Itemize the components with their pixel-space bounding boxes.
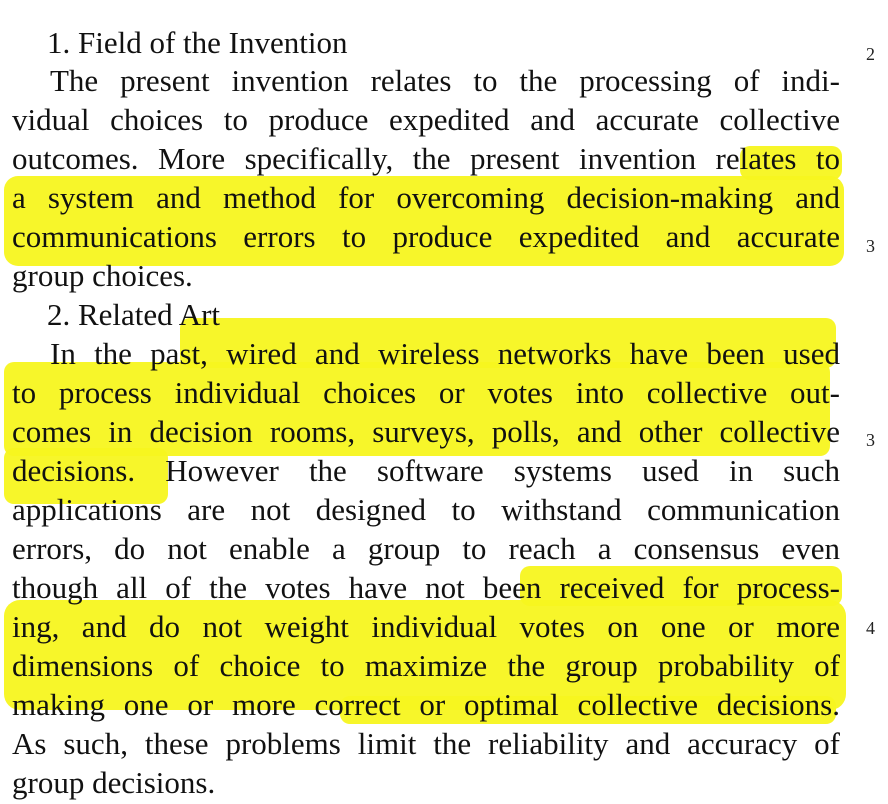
section-heading-related-art: 2. Related Art xyxy=(47,297,221,332)
margin-line-number: 2 xyxy=(866,44,875,64)
paragraph-line: decisions. However the software systems used in such xyxy=(12,453,840,488)
paragraph-line: dimensions of choice to maximize the group probability of xyxy=(12,648,840,683)
paragraph-line: a system and method for overcoming decision-making and xyxy=(12,180,840,215)
margin-line-number: 3 xyxy=(866,236,875,256)
paragraph-line: to process individual choices or votes into collective out- xyxy=(12,375,840,410)
paragraph-line: group choices. xyxy=(12,258,193,293)
paragraph-line: ing, and do not weight individual votes on one or more xyxy=(12,609,840,644)
paragraph-line: outcomes. More specifically, the present invention relates to xyxy=(12,141,840,176)
paragraph-line: vidual choices to produce expedited and accurate collective xyxy=(12,102,840,137)
paragraph-line: errors, do not enable a group to reach a consensus even xyxy=(12,531,840,566)
paragraph-line: comes in decision rooms, surveys, polls, and other collective xyxy=(12,414,840,449)
paragraph-line: In the past, wired and wireless networks have been used xyxy=(50,336,840,371)
paragraph-line: though all of the votes have not been received for process- xyxy=(12,570,840,605)
margin-line-number: 3 xyxy=(866,430,875,450)
paragraph-line: applications are not designed to withstand communication xyxy=(12,492,840,527)
paragraph-line: communications errors to produce expedited and accurate xyxy=(12,219,840,254)
paragraph-line: group decisions. xyxy=(12,765,216,800)
paragraph-line: As such, these problems limit the reliability and accuracy of xyxy=(12,726,840,761)
section-heading-field: 1. Field of the Invention xyxy=(47,25,348,60)
paragraph-line: The present invention relates to the processing of indi- xyxy=(50,63,840,98)
paragraph-line: making one or more correct or optimal collective decisions. xyxy=(12,687,840,722)
margin-line-number: 4 xyxy=(866,618,875,638)
